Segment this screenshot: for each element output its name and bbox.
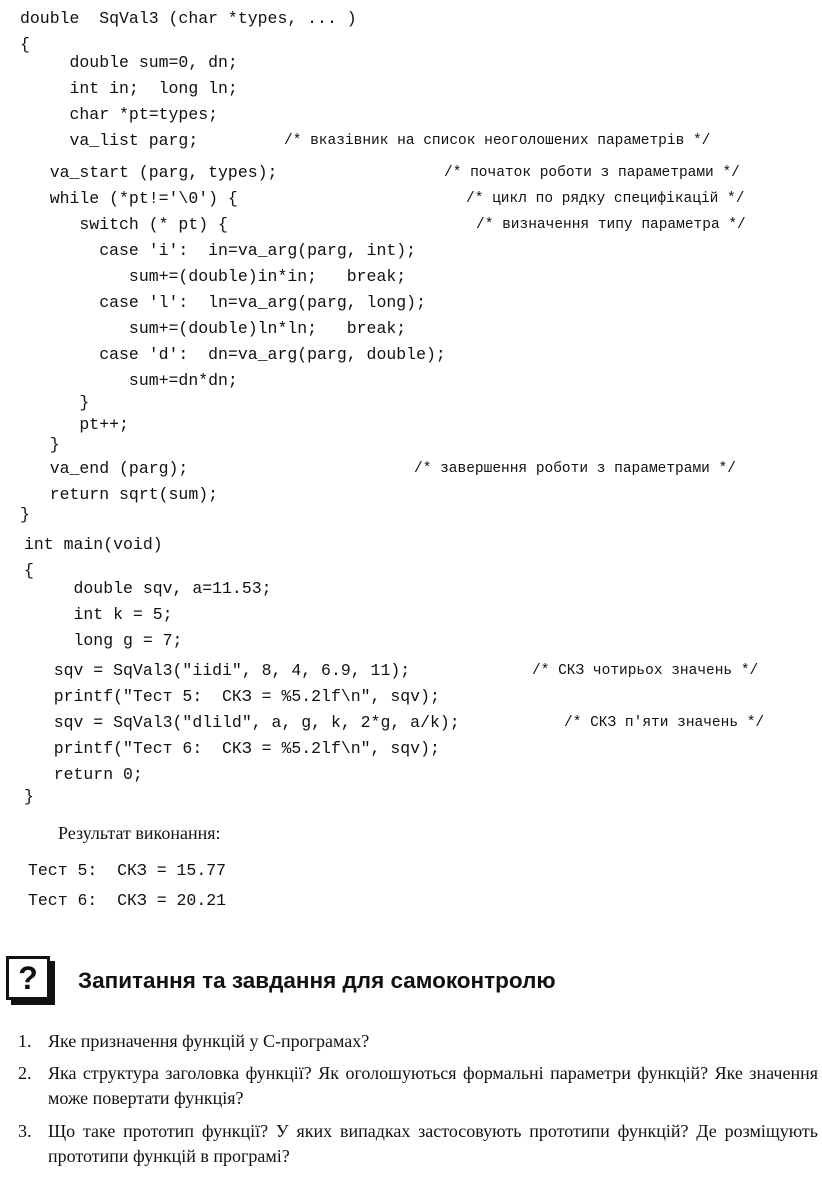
- code-line: int main(void): [24, 535, 163, 554]
- code-comment: /* вказівник на список неоголошених параметрів */: [284, 133, 711, 149]
- question-number: 2.: [18, 1063, 32, 1083]
- code-line: sum+=(double)ln*ln; break;: [20, 319, 407, 338]
- code-line: return 0;: [24, 765, 143, 784]
- code-comment: /* СКЗ чотирьох значень */: [532, 663, 759, 679]
- result-label: Результат виконання:: [58, 823, 221, 843]
- code-line: sqv = SqVal3("iidi", 8, 4, 6.9, 11); /* СКЗ чотирьох значень */: [24, 661, 759, 680]
- code-line: printf("Тест 6: СКЗ = %5.2lf\n", sqv);: [24, 739, 440, 758]
- code-line: {: [24, 561, 34, 580]
- code-line: va_end (parg); /* завершення роботи з параметрами */: [20, 459, 736, 478]
- code-line: }: [24, 787, 34, 806]
- question-number: 3.: [18, 1121, 32, 1141]
- code-line: pt++;: [20, 415, 129, 434]
- code-line: double SqVal3 (char *types, ... ): [20, 9, 357, 28]
- code-line: }: [20, 505, 30, 524]
- code-line: va_start (parg, types); /* початок роботи з параметрами */: [20, 163, 740, 182]
- code-line: long g = 7;: [24, 631, 183, 650]
- section-title: Запитання та завдання для самоконтролю: [78, 968, 556, 993]
- code-line: double sum=0, dn;: [20, 53, 238, 72]
- code-line: sum+=dn*dn;: [20, 371, 238, 390]
- code-line: return sqrt(sum);: [20, 485, 219, 504]
- question-text: Яке призначення функцій у С-програмах?: [48, 1031, 370, 1051]
- code-line: char *pt=types;: [20, 105, 219, 124]
- code-comment: /* СКЗ п'яти значень */: [564, 715, 765, 731]
- code-comment: /* початок роботи з параметрами */: [444, 165, 740, 181]
- question-mark-icon: ?: [6, 956, 50, 1000]
- question-text: Що таке прототип функції? У яких випадках застосовують прототипи функцій? Де розміщують прототипи функцій в програмі?: [48, 1121, 818, 1166]
- question-number: 1.: [18, 1031, 32, 1051]
- code-line: case 'l': ln=va_arg(parg, long);: [20, 293, 426, 312]
- code-line: double sqv, a=11.53;: [24, 579, 272, 598]
- code-line: case 'i': in=va_arg(parg, int);: [20, 241, 417, 260]
- list-item: [18, 1061, 818, 1111]
- code-line: int k = 5;: [24, 605, 173, 624]
- code-comment: /* завершення роботи з параметрами */: [414, 461, 736, 477]
- code-comment: /* цикл по рядку специфікацій */: [466, 191, 745, 207]
- list-item: [18, 1119, 818, 1169]
- code-line: int in; long ln;: [20, 79, 238, 98]
- question-text: Яка структура заголовка функції? Як оголошуються формальні параметри функцій? Яке значення може повертати функція?: [48, 1063, 818, 1108]
- code-line: switch (* pt) { /* визначення типу параметра */: [20, 215, 746, 234]
- code-line: while (*pt!='\0') { /* цикл по рядку специфікацій */: [20, 189, 745, 208]
- code-line: va_list parg; /* вказівник на список неоголошених параметрів */: [20, 131, 711, 150]
- code-line: sum+=(double)in*in; break;: [20, 267, 407, 286]
- code-line: sqv = SqVal3("dlild", a, g, k, 2*g, a/k); /* СКЗ п'яти значень */: [24, 713, 765, 732]
- output-line: Тест 5: СКЗ = 15.77: [28, 861, 227, 880]
- code-comment: /* визначення типу параметра */: [476, 217, 746, 233]
- code-line: }: [20, 435, 60, 454]
- code-line: {: [20, 35, 30, 54]
- code-line: printf("Тест 5: СКЗ = %5.2lf\n", sqv);: [24, 687, 440, 706]
- code-line: }: [20, 393, 90, 412]
- output-line: Тест 6: СКЗ = 20.21: [28, 891, 227, 910]
- code-line: case 'd': dn=va_arg(parg, double);: [20, 345, 446, 364]
- list-item: [18, 1029, 818, 1054]
